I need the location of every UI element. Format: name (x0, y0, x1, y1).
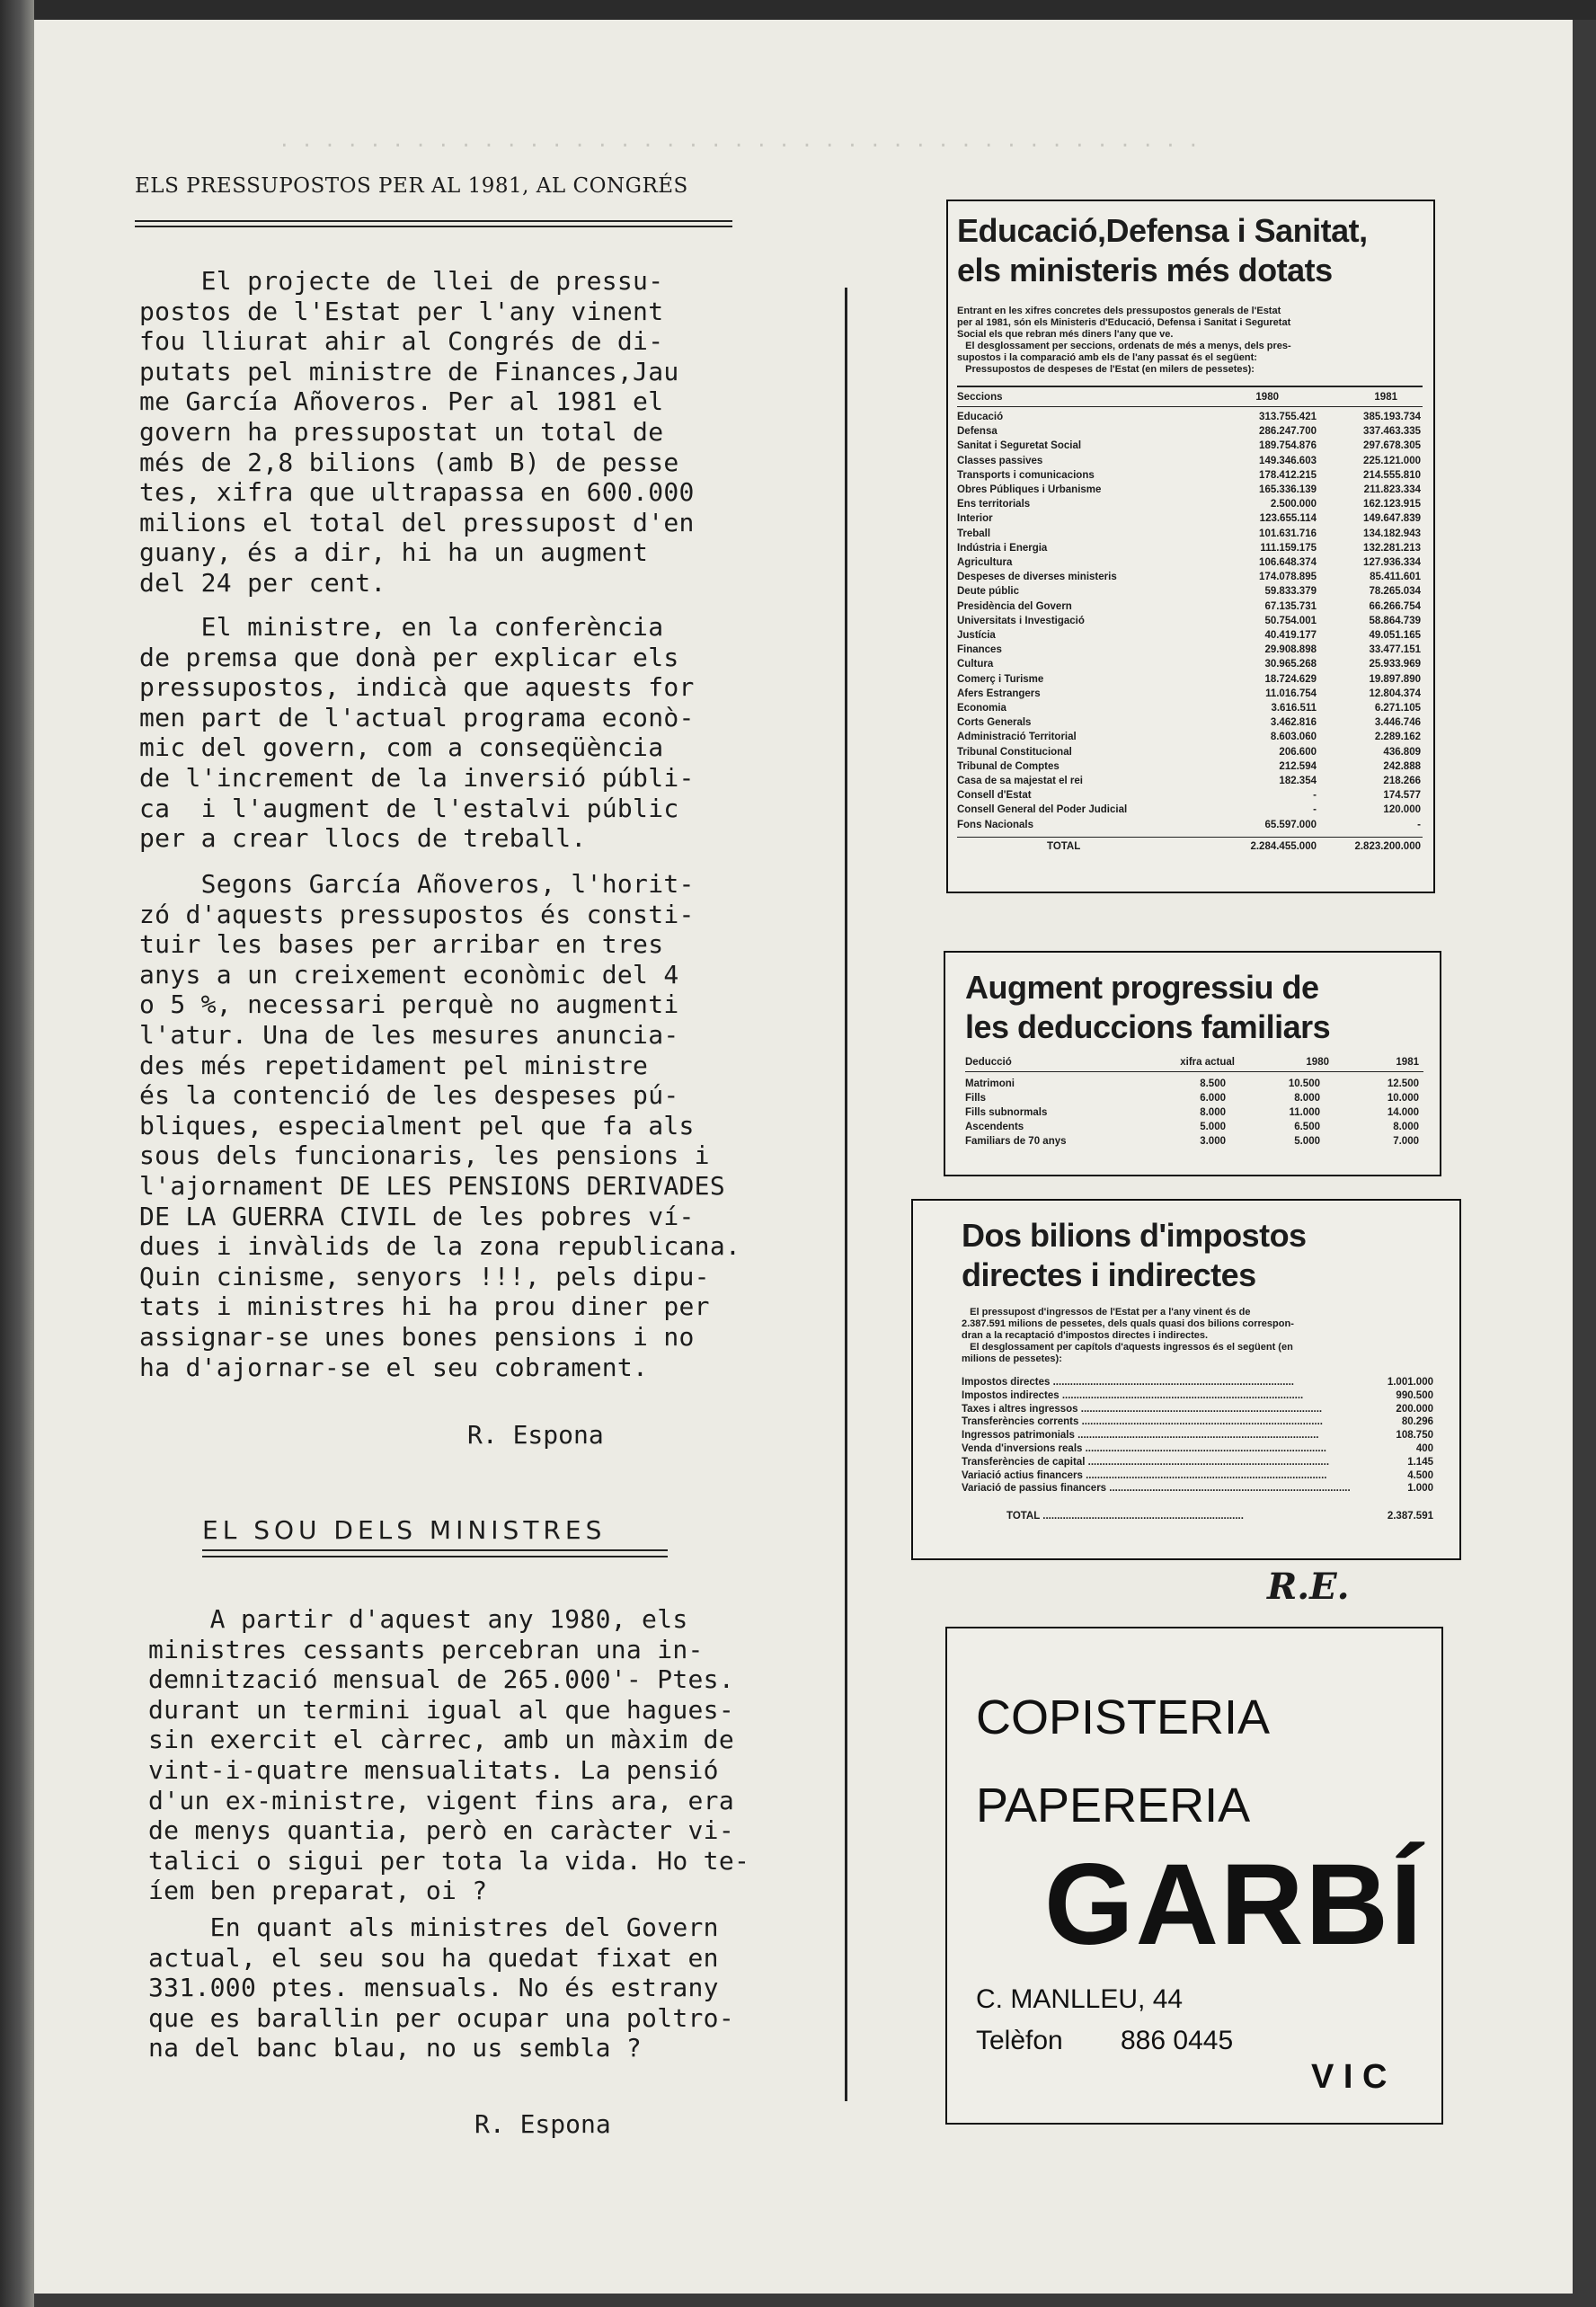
box3-intro: El pressupost d'ingressos de l'Estat per a l'any vinent és de 2.387.591 milions de pessetes, dels quals quasi dos bilions correspon- dran a la recaptació d'impostos directes i indirectes. El desglossament per capítols d'aquests ingressos és el següent (en milions de pessetes): (962, 1307, 1294, 1364)
table-cell: - (1313, 790, 1317, 802)
table-cell: 25.933.969 (1369, 659, 1421, 670)
table-cell: 8.000 (1200, 1107, 1226, 1118)
box3-title-line1: Dos bilions d'impostos (962, 1217, 1307, 1254)
table-cell: 211.823.334 (1363, 484, 1421, 495)
box2-title-line1: Augment progressiu de (965, 969, 1319, 1006)
table-cell: Administració Territorial (957, 732, 1077, 743)
table-cell: 8.000 (1294, 1093, 1320, 1104)
article1-title: ELS PRESSUPOSTOS PER AL 1981, AL CONGRÉS (135, 174, 688, 198)
budget-box (946, 200, 1435, 893)
table-cell: Venda d'inversions reals .................................................................................... (962, 1443, 1326, 1454)
table-rule (957, 386, 1423, 387)
binding-spine (0, 0, 34, 2307)
table-cell: 3.462.816 (1270, 717, 1317, 729)
table-cell: Universitats i Investigació (957, 615, 1085, 626)
ad-city: V I C (1311, 2058, 1388, 2096)
table-cell: 149.647.839 (1363, 513, 1421, 525)
table-cell: 313.755.421 (1259, 412, 1317, 422)
box2-title-line2: les deduccions familiars (965, 1008, 1331, 1045)
table-cell: 174.078.895 (1259, 572, 1317, 583)
table-cell: 2.284.455.000 (1250, 840, 1317, 852)
table-cell: Presidència del Govern (957, 600, 1072, 612)
table-cell: 106.648.374 (1259, 557, 1317, 568)
deductions-box (944, 951, 1441, 1176)
header-rule (957, 406, 1423, 407)
article2-paragraph-1: A partir d'aquest any 1980, els ministres cessants percebran una in- demnització mensual de 265.000'- Ptes. durant un termini igual al que hagues- sin exercit el càrrec, amb un màxim de vint-i-quatre mensualitats. La pensió d'un ex-ministre, vigent fins ara, era de menys quantia, però en caràcter vi- talici o sigui per tota la vida. Ho te- íem ben preparat, oi ? (148, 1604, 750, 1906)
ad-phone: 886 0445 (1121, 2026, 1234, 2055)
ad-phone-label: Telèfon (976, 2026, 1063, 2055)
table-cell: 242.888 (1383, 760, 1421, 772)
table-cell: 3.000 (1200, 1136, 1226, 1147)
title-rule (202, 1556, 668, 1557)
ad-address: C. MANLLEU, 44 (976, 1984, 1184, 2014)
table-cell: Classes passives (957, 455, 1043, 466)
table-cell: 2.289.162 (1374, 732, 1421, 743)
table-cell: Comerç i Turisme (957, 673, 1044, 685)
table-cell: Deute públic (957, 586, 1020, 598)
table-cell: Justícia (957, 630, 996, 641)
table-cell: 990.500 (1396, 1389, 1433, 1401)
budget-table (957, 390, 1423, 875)
table-cell: 225.121.000 (1363, 455, 1421, 466)
table-cell: 1980 (1306, 1057, 1329, 1068)
table-cell: 78.265.034 (1369, 586, 1421, 598)
table-cell: 8.000 (1393, 1122, 1419, 1132)
author-initials: R.E. (1267, 1566, 1350, 1608)
table-cell: Ens territorials (957, 499, 1031, 510)
table-cell: 162.123.915 (1363, 499, 1421, 510)
table-cell: Transferències de capital .................................................................................... (962, 1456, 1330, 1468)
header-rule (965, 1071, 1423, 1072)
article1-paragraph-1: El projecte de llei de pressu- postos de l'Estat per l'any vinent fou lliurat ahir al Congrés de di- putats pel ministre de Finances,Jau me García Añoveros. Per al 1981 el govern ha pressupostat un total de més de 2,8 bilions (amb B) de pesse tes, xifra que ultrapassa en 600.000 milions el total del pressupost d'en guany, és a dir, hi ha un augment del 24 per cent. (139, 266, 695, 598)
box1-intro: Entrant en les xifres concretes dels pressupostos generals de l'Estat per al 1981, són els Ministeris d'Educació, Defensa i Sanitat i Seguretat Social els que rebran més diners l'any que ve. El desglossament per seccions, ordenats de més a menys, dels pres- supostos i la comparació amb els de l'any passat és el següent: Pressupostos de despeses de l'Estat (en milers de pessetes): (957, 306, 1291, 375)
table-cell: 10.000 (1387, 1093, 1419, 1104)
table-cell: 200.000 (1396, 1403, 1433, 1415)
table-cell: 12.500 (1387, 1078, 1419, 1089)
table-cell: TOTAL ...................................................................... (1006, 1511, 1244, 1522)
title-rule (135, 220, 732, 222)
table-cell: 50.754.001 (1264, 615, 1317, 626)
table-cell: Fills (965, 1093, 987, 1104)
table-cell: 65.597.000 (1264, 819, 1317, 830)
table-cell: Tribunal de Comptes (957, 760, 1060, 772)
table-cell: Sanitat i Seguretat Social (957, 440, 1082, 452)
table-cell: 111.159.175 (1260, 542, 1317, 554)
table-cell: Tribunal Constitucional (957, 746, 1072, 758)
article1-paragraph-2: El ministre, en la conferència de premsa que donà per explicar els pressupostos, indicà que aquests for men part de l'actual programa econò- mic del govern, com a conseqüència de l'increment de la inversió públi- ca i l'augment de l'estalvi públic per a crear llocs de treball. (139, 612, 695, 854)
table-cell: 3.446.746 (1374, 717, 1421, 729)
table-cell: 19.897.890 (1369, 673, 1421, 685)
table-cell: 6.500 (1294, 1122, 1320, 1132)
show-through-text: · · · · · · · · · · · · · · · · · · · · · · · · · · · · · · · · · · · · · · · · · (279, 135, 1200, 156)
table-cell: Ingressos patrimonials .................................................................................... (962, 1430, 1319, 1442)
article1-signature: R. Espona (467, 1420, 604, 1450)
table-cell: 174.577 (1383, 790, 1421, 802)
table-cell: Consell d'Estat (957, 790, 1032, 802)
table-cell: 206.600 (1279, 746, 1317, 758)
article2-title: EL SOU DELS MINISTRES (202, 1515, 607, 1545)
box3-title-line2: directes i indirectes (962, 1256, 1256, 1293)
table-cell: - (1313, 804, 1317, 816)
box1-title-line1: Educació,Defensa i Sanitat, (957, 212, 1368, 249)
advertisement (945, 1627, 1443, 2125)
article2-signature: R. Espona (474, 2109, 611, 2139)
taxes-table (962, 1377, 1433, 1557)
table-cell: Finances (957, 644, 1002, 656)
table-cell: Fons Nacionals (957, 819, 1033, 830)
table-cell: 1.145 (1407, 1456, 1433, 1468)
table-cell: 214.555.810 (1363, 469, 1421, 481)
table-cell: Corts Generals (957, 717, 1032, 729)
table-cell: 49.051.165 (1369, 630, 1421, 641)
table-cell: 14.000 (1387, 1107, 1419, 1118)
table-cell: Defensa (957, 426, 998, 438)
table-cell: 108.750 (1396, 1430, 1433, 1442)
table-cell: 134.182.943 (1363, 528, 1421, 539)
table-cell: 8.603.060 (1270, 732, 1317, 743)
table-cell: Casa de sa majestat el rei (957, 776, 1083, 786)
table-cell: 40.419.177 (1264, 630, 1317, 641)
ad-line2: PAPERERIA (976, 1779, 1251, 1832)
table-cell: Matrimoni (965, 1078, 1015, 1089)
table-cell: 297.678.305 (1363, 440, 1421, 452)
table-cell: 132.281.213 (1363, 542, 1421, 554)
table-cell: 286.247.700 (1259, 426, 1317, 438)
table-cell: 101.631.716 (1259, 528, 1317, 539)
table-cell: 12.804.374 (1369, 688, 1421, 699)
table-cell: - (1417, 819, 1421, 830)
table-cell: Consell General del Poder Judicial (957, 804, 1128, 816)
table-cell: 165.336.139 (1259, 484, 1317, 495)
ad-line1: COPISTERIA (976, 1690, 1271, 1744)
table-cell: Educació (957, 412, 1004, 422)
table-cell: Indústria i Energia (957, 542, 1048, 554)
table-cell: 123.655.114 (1259, 513, 1317, 525)
table-cell: xifra actual (1180, 1057, 1235, 1068)
table-cell: 1980 (1255, 392, 1279, 403)
table-cell: 67.135.731 (1264, 600, 1317, 612)
table-cell: Ascendents (965, 1122, 1024, 1132)
table-cell: 5.000 (1294, 1136, 1320, 1147)
table-cell: Despeses de diverses ministeris (957, 572, 1117, 583)
table-cell: 400 (1415, 1443, 1433, 1454)
table-cell: 33.477.151 (1369, 644, 1421, 656)
table-cell: 7.000 (1393, 1136, 1419, 1147)
table-cell: 6.271.105 (1374, 703, 1421, 714)
table-cell: 6.000 (1200, 1093, 1226, 1104)
table-cell: Impostos directes .................................................................................... (962, 1377, 1294, 1388)
table-cell: 1981 (1396, 1057, 1419, 1068)
table-cell: TOTAL (1047, 840, 1081, 852)
table-cell: 10.500 (1288, 1078, 1320, 1089)
table-cell: 59.833.379 (1264, 586, 1317, 598)
table-cell: 2.500.000 (1270, 499, 1317, 510)
table-cell: Variació de passius financers .................................................................................... (962, 1483, 1351, 1495)
table-cell: 1.001.000 (1387, 1377, 1433, 1388)
table-cell: 1981 (1374, 392, 1397, 403)
table-cell: 29.908.898 (1264, 644, 1317, 656)
column-divider (845, 288, 847, 2101)
table-cell: 436.809 (1383, 746, 1421, 758)
table-cell: 11.016.754 (1265, 688, 1317, 699)
table-cell: Transferències corrents .................................................................................... (962, 1416, 1323, 1428)
table-cell: 5.000 (1200, 1122, 1226, 1132)
table-cell: 212.594 (1279, 760, 1317, 772)
taxes-box (911, 1199, 1461, 1560)
table-cell: Variació actius financers .................................................................................... (962, 1469, 1327, 1481)
table-cell: 149.346.603 (1259, 455, 1317, 466)
table-cell: Transports i comunicacions (957, 469, 1095, 481)
table-cell: Deducció (965, 1057, 1012, 1068)
deductions-table (965, 1057, 1423, 1165)
table-cell: 4.500 (1407, 1469, 1433, 1481)
table-cell: Taxes i altres ingressos .................................................................................... (962, 1403, 1323, 1415)
table-cell: Familiars de 70 anys (965, 1136, 1067, 1147)
table-cell: Economia (957, 703, 1006, 714)
article1-paragraph-3: Segons García Añoveros, l'horit- zó d'aquests pressupostos és consti- tuir les bases per arribar en tres anys a un creixement econòmic del 4 o 5 %, necessari perquè no augmenti l'atur. Una de les mesures anuncia- des més repetidament pel ministre és la contenció de les despeses pú- bliques, especialment pel que fa als sous dels funcionaris, les pensions i l'ajornament DE LES PENSIONS DERIVADES DE LA GUERRA CIVIL de les pobres ví- dues i invàlids de la zona republicana. Quin cinisme, senyors !!!, pels dipu- tats i ministres hi ha prou diner per assignar-se unes bones pensions i no ha d'ajornar-se el seu cobrament. (139, 869, 741, 1382)
table-cell: 8.500 (1200, 1078, 1226, 1089)
table-cell: 120.000 (1383, 804, 1421, 816)
table-cell: 30.965.268 (1264, 659, 1317, 670)
table-cell: Fills subnormals (965, 1107, 1048, 1118)
table-cell: Afers Estrangers (957, 688, 1041, 699)
table-cell: 18.724.629 (1264, 673, 1317, 685)
table-cell: 66.266.754 (1369, 600, 1421, 612)
table-cell: 3.616.511 (1271, 703, 1317, 714)
ad-brand: GARBÍ (1044, 1841, 1424, 1969)
box1-title-line2: els ministeris més dotats (957, 252, 1333, 288)
table-cell: 178.412.215 (1259, 469, 1317, 481)
total-rule (957, 837, 1423, 838)
table-cell: Cultura (957, 659, 994, 670)
table-cell: Seccions (957, 392, 1003, 403)
table-cell: 85.411.601 (1370, 572, 1421, 583)
table-cell: Interior (957, 513, 993, 525)
article2-paragraph-2: En quant als ministres del Govern actual, el seu sou ha quedat fixat en 331.000 ptes. mensuals. No és estrany que es barallin per ocupar una poltro- na del banc blau, no us sembla ? (148, 1912, 734, 2063)
table-cell: Agricultura (957, 557, 1013, 568)
table-cell: Treball (957, 528, 991, 539)
table-cell: 127.936.334 (1363, 557, 1421, 568)
table-cell: 1.000 (1407, 1483, 1433, 1495)
table-cell: 2.387.591 (1387, 1511, 1433, 1522)
table-cell: 2.823.200.000 (1354, 840, 1421, 852)
table-cell: 189.754.876 (1259, 440, 1317, 452)
table-cell: 182.354 (1279, 776, 1317, 786)
table-cell: 385.193.734 (1363, 412, 1421, 422)
table-cell: 337.463.335 (1363, 426, 1421, 438)
title-rule (202, 1549, 668, 1551)
table-cell: 11.000 (1289, 1107, 1320, 1118)
table-cell: 80.296 (1401, 1416, 1433, 1428)
table-cell: Obres Públiques i Urbanisme (957, 484, 1102, 495)
table-cell: Impostos indirectes .................................................................................... (962, 1389, 1304, 1401)
scan-edge (0, 0, 1596, 20)
table-cell: 58.864.739 (1369, 615, 1421, 626)
table-cell: 218.266 (1383, 776, 1421, 786)
title-rule (135, 226, 732, 227)
